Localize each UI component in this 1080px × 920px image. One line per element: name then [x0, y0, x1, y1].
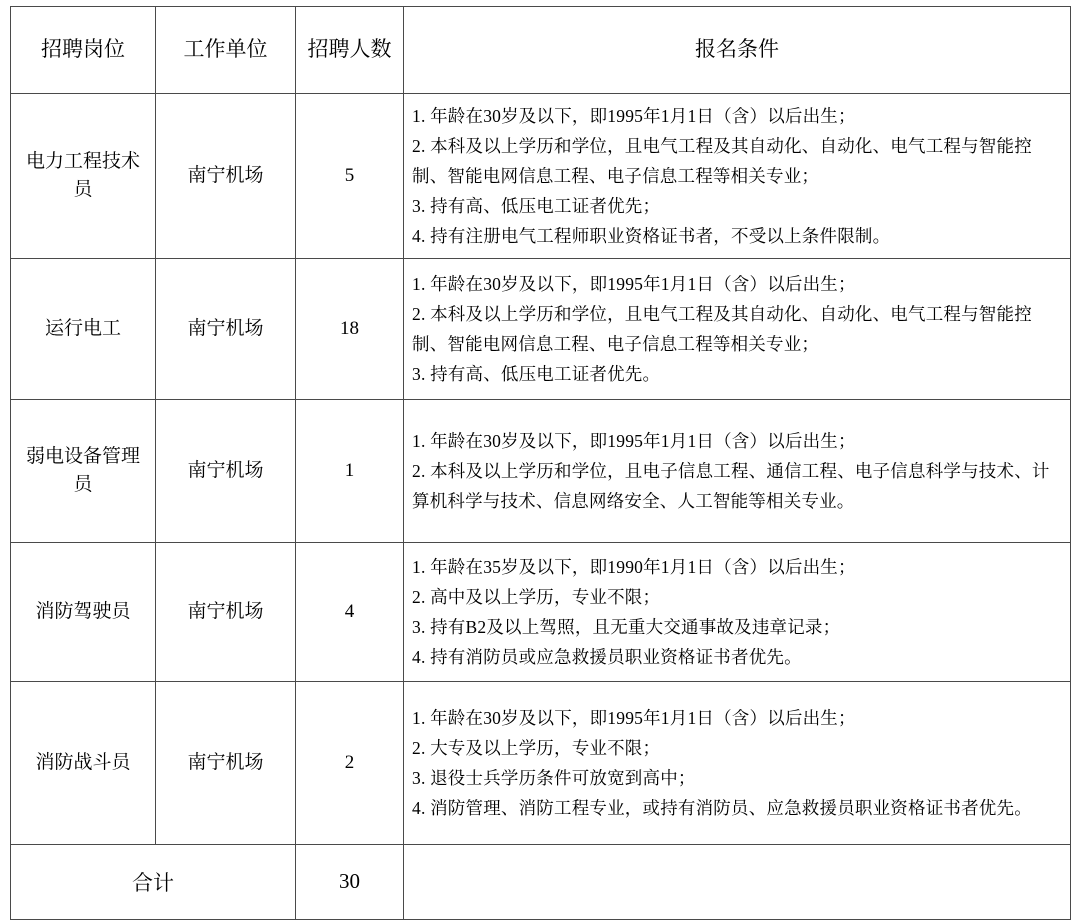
condition-line: 2. 本科及以上学历和学位，且电气工程及其自动化、自动化、电气工程与智能控制、智能电网信息工程、电子信息工程等相关专业；	[412, 303, 1032, 354]
condition-line: 1. 年龄在30岁及以下，即1995年1月1日（含）以后出生；	[412, 273, 856, 294]
cell-count: 5	[296, 94, 404, 259]
cell-count: 4	[296, 543, 404, 682]
condition-line: 2. 高中及以上学历，专业不限；	[412, 586, 661, 607]
cell-unit: 南宁机场	[156, 543, 296, 682]
header-cell-conditions: 报名条件	[404, 7, 1071, 94]
condition-line: 3. 退役士兵学历条件可放宽到高中；	[412, 768, 696, 788]
recruitment-table	[10, 6, 1071, 920]
cell-post: 电力工程技术员	[11, 94, 156, 259]
condition-line: 2. 本科及以上学历和学位，且电气工程及其自动化、自动化、电气工程与智能控制、智能电网信息工程、电子信息工程等相关专业；	[412, 135, 1032, 186]
header-cell-post: 招聘岗位	[11, 7, 156, 94]
cell-unit: 南宁机场	[156, 94, 296, 259]
condition-line: 4. 持有注册电气工程师职业资格证书者，不受以上条件限制。	[412, 226, 891, 247]
table-body	[11, 94, 1071, 920]
header-cell-count: 招聘人数	[296, 7, 404, 94]
condition-line: 2. 大专及以上学历，专业不限；	[412, 737, 661, 758]
cell-conditions	[404, 400, 1071, 543]
cell-conditions	[404, 682, 1071, 845]
total-blank-cell	[404, 845, 1071, 920]
condition-line: 3. 持有高、低压电工证者优先。	[412, 364, 661, 385]
condition-line: 4. 消防管理、消防工程专业，或持有消防员、应急救援员职业资格证书者优先。	[412, 798, 1032, 819]
table-row	[11, 400, 1071, 543]
condition-line: 3. 持有高、低压电工证者优先；	[412, 196, 661, 217]
cell-count: 2	[296, 682, 404, 845]
cell-unit: 南宁机场	[156, 682, 296, 845]
table-row	[11, 94, 1071, 259]
condition-line: 1. 年龄在35岁及以下，即1990年1月1日（含）以后出生；	[412, 556, 856, 577]
table-row	[11, 682, 1071, 845]
cell-count: 18	[296, 259, 404, 400]
table-row	[11, 543, 1071, 682]
cell-post: 消防战斗员	[11, 682, 156, 845]
cell-unit: 南宁机场	[156, 259, 296, 400]
cell-conditions	[404, 259, 1071, 400]
total-count: 30	[296, 845, 404, 920]
condition-line: 1. 年龄在30岁及以下，即1995年1月1日（含）以后出生；	[412, 430, 856, 451]
header-cell-unit: 工作单位	[156, 7, 296, 94]
condition-line: 2. 本科及以上学历和学位，且电子信息工程、通信工程、电子信息科学与技术、计算机科学与技术、信息网络安全、人工智能等相关专业。	[412, 460, 1050, 512]
condition-line: 3. 持有B2及以上驾照，且无重大交通事故及违章记录；	[412, 617, 841, 637]
condition-line: 1. 年龄在30岁及以下，即1995年1月1日（含）以后出生；	[412, 707, 856, 728]
total-label: 合计	[11, 845, 296, 920]
condition-line: 4. 持有消防员或应急救援员职业资格证书者优先。	[412, 647, 802, 668]
header-row	[11, 7, 1071, 94]
cell-post: 弱电设备管理员	[11, 400, 156, 543]
table-row	[11, 259, 1071, 400]
cell-unit: 南宁机场	[156, 400, 296, 543]
cell-post: 运行电工	[11, 259, 156, 400]
table-header	[11, 7, 1071, 94]
cell-post: 消防驾驶员	[11, 543, 156, 682]
cell-count: 1	[296, 400, 404, 543]
condition-line: 1. 年龄在30岁及以下，即1995年1月1日（含）以后出生；	[412, 105, 856, 126]
cell-conditions	[404, 543, 1071, 682]
cell-conditions	[404, 94, 1071, 259]
total-row	[11, 845, 1071, 920]
